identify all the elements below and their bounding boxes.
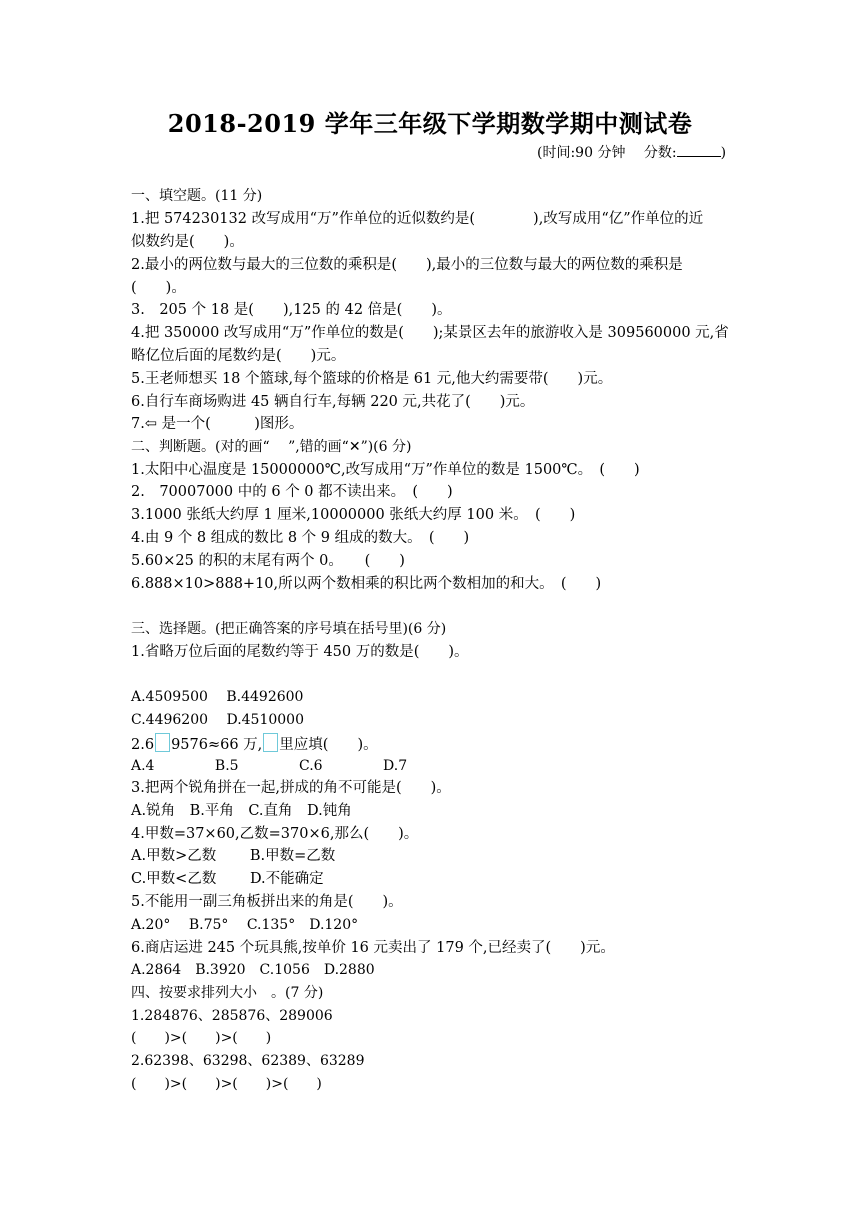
s3-q1: 1.省略万位后面的尾数约等于 450 万的数是( )。: [131, 644, 469, 660]
s4-q2: 2.62398、63298、62389、63289: [131, 1053, 365, 1069]
s1-q2-line2: ( )。: [131, 280, 186, 296]
digit-box[interactable]: [155, 733, 170, 752]
s3-q2: [131, 733, 378, 755]
s3-q4-options-2: C.甲数<乙数 D.不能确定: [131, 871, 324, 887]
score-blank[interactable]: [677, 144, 721, 157]
s3-q1-options-1: A.4509500 B.4492600: [131, 689, 304, 705]
s3-q5: 5.不能用一副三角板拼出来的角是( )。: [131, 894, 403, 910]
s2-q5: 5.60×25 的积的末尾有两个 0。 ( ): [131, 553, 405, 569]
section-1-heading: 一、填空题。(11 分): [131, 188, 263, 204]
exam-meta: [537, 142, 726, 162]
s3-q5-options: A.20° B.75° C.135° D.120°: [131, 917, 359, 933]
section-3-heading: 三、选择题。(把正确答案的序号填在括号里)(6 分): [131, 621, 447, 637]
s3-q4: 4.甲数=37×60,乙数=370×6,那么( )。: [131, 826, 419, 842]
s1-q1-line2: 似数约是( )。: [131, 234, 244, 250]
s4-q1-answer: ( )>( )>( ): [131, 1030, 272, 1046]
s3-q2-post: 里应填( )。: [279, 737, 378, 753]
s3-q3-options: A.锐角 B.平角 C.直角 D.钝角: [131, 803, 352, 819]
s3-q2-pre: 2.6: [131, 737, 155, 753]
s1-q4-line1: 4.把 350000 改写成用“万”作单位的数是( );某景区去年的旅游收入是 309560000 元,省: [131, 325, 729, 341]
s1-q1-line1: 1.把 574230132 改写成用“万”作单位的近似数约是( ),改写成用“亿”作单位的近: [131, 211, 704, 227]
s2-q3: 3.1000 张纸大约厚 1 厘米,10000000 张纸大约厚 100 米。 ( ): [131, 507, 576, 523]
time-score-label: (时间:90 分钟 分数:: [537, 145, 677, 161]
s3-q3: 3.把两个锐角拼在一起,拼成的角不可能是( )。: [131, 780, 451, 796]
section-2-heading: 二、判断题。(对的画“ ”,错的画“✕”)(6 分): [131, 439, 412, 455]
section-4-heading: 四、按要求排列大小 。(7 分): [131, 985, 324, 1001]
s3-q4-options-1: A.甲数>乙数 B.甲数=乙数: [131, 848, 336, 864]
digit-box-ref: [263, 733, 278, 752]
s3-q6: 6.商店运进 245 个玩具熊,按单价 16 元卖出了 179 个,已经卖了( )元。: [131, 940, 615, 956]
s2-q6: 6.888×10>888+10,所以两个数相乘的积比两个数相加的和大。 ( ): [131, 576, 602, 592]
s1-q6: 6.自行车商场购进 45 辆自行车,每辆 220 元,共花了( )元。: [131, 394, 535, 410]
s4-q1: 1.284876、285876、289006: [131, 1008, 333, 1024]
meta-close: ): [720, 145, 727, 161]
s1-q3: 3. 205 个 18 是( ),125 的 42 倍是( )。: [131, 302, 452, 318]
s3-q2-mid: 9576≈66 万,: [171, 737, 263, 753]
s1-q4-line2: 略亿位后面的尾数约是( )元。: [131, 348, 346, 364]
s1-q7: 7.⇦ 是一个( )图形。: [131, 416, 304, 432]
s3-q6-options: A.2864 B.3920 C.1056 D.2880: [131, 962, 375, 978]
s4-q2-answer: ( )>( )>( )>( ): [131, 1076, 322, 1092]
s2-q1: 1.太阳中心温度是 15000000℃,改写成用“万”作单位的数是 1500℃。 ( ): [131, 462, 640, 478]
s1-q2-line1: 2.最小的两位数与最大的三位数的乘积是( ),最小的三位数与最大的两位数的乘积是: [131, 257, 683, 273]
s2-q4: 4.由 9 个 8 组成的数比 8 个 9 组成的数大。 ( ): [131, 530, 470, 546]
s1-q5: 5.王老师想买 18 个篮球,每个篮球的价格是 61 元,他大约需要带( )元。: [131, 371, 613, 387]
page-title: 2018-2019 学年三年级下学期数学期中测试卷: [167, 109, 693, 138]
s3-q2-options: A.4 B.5 C.6 D.7: [131, 758, 408, 774]
s2-q2: 2. 70007000 中的 6 个 0 都不读出来。 ( ): [131, 484, 453, 500]
s3-q1-options-2: C.4496200 D.4510000: [131, 712, 304, 728]
